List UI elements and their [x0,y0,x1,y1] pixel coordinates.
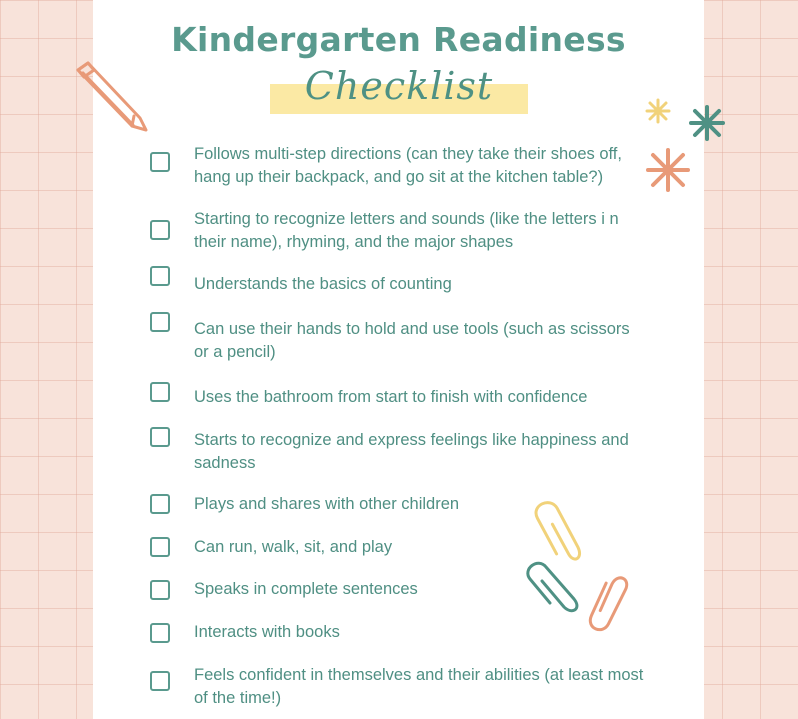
asterisk-icon [688,104,726,142]
checklist-item-label: Can run, walk, sit, and play [194,538,393,556]
page-title: Kindergarten Readiness [171,20,626,59]
checkbox[interactable] [150,671,170,691]
checklist-item-label: Starting to recognize letters and sounds (like the letters i n their name), rhyming, and the major shapes [194,210,619,251]
checkbox[interactable] [150,266,170,286]
checkbox[interactable] [150,152,170,172]
checklist-item-label: Plays and shares with other children [194,495,460,513]
pencil-icon [70,60,154,136]
asterisk-icon [645,147,691,193]
asterisk-icon [645,98,671,124]
page-subtitle: Checklist [304,64,494,108]
checkbox[interactable] [150,382,170,402]
checkbox[interactable] [150,220,170,240]
checklist-item-label: Uses the bathroom from start to finish with confidence [194,388,588,406]
checkbox[interactable] [150,580,170,600]
checkbox[interactable] [150,312,170,332]
checkbox[interactable] [150,623,170,643]
checklist-item-label: Can use their hands to hold and use tools (such as scissors or a pencil) [194,320,630,361]
checkbox[interactable] [150,537,170,557]
checklist-item-label: Follows multi-step directions (can they take their shoes off, hang up their backpack, and go sit at the kitchen table?) [194,145,622,186]
checkbox[interactable] [150,494,170,514]
checklist-item-label: Feels confident in themselves and their abilities (at least most of the time!) [194,666,644,707]
checklist-item-label: Understands the basics of counting [194,275,452,293]
checklist-item-label: Interacts with books [194,623,340,641]
checklist-item-label: Starts to recognize and express feelings like happiness and sadness [194,431,629,472]
checkbox[interactable] [150,427,170,447]
checklist-item-label: Speaks in complete sentences [194,580,418,598]
